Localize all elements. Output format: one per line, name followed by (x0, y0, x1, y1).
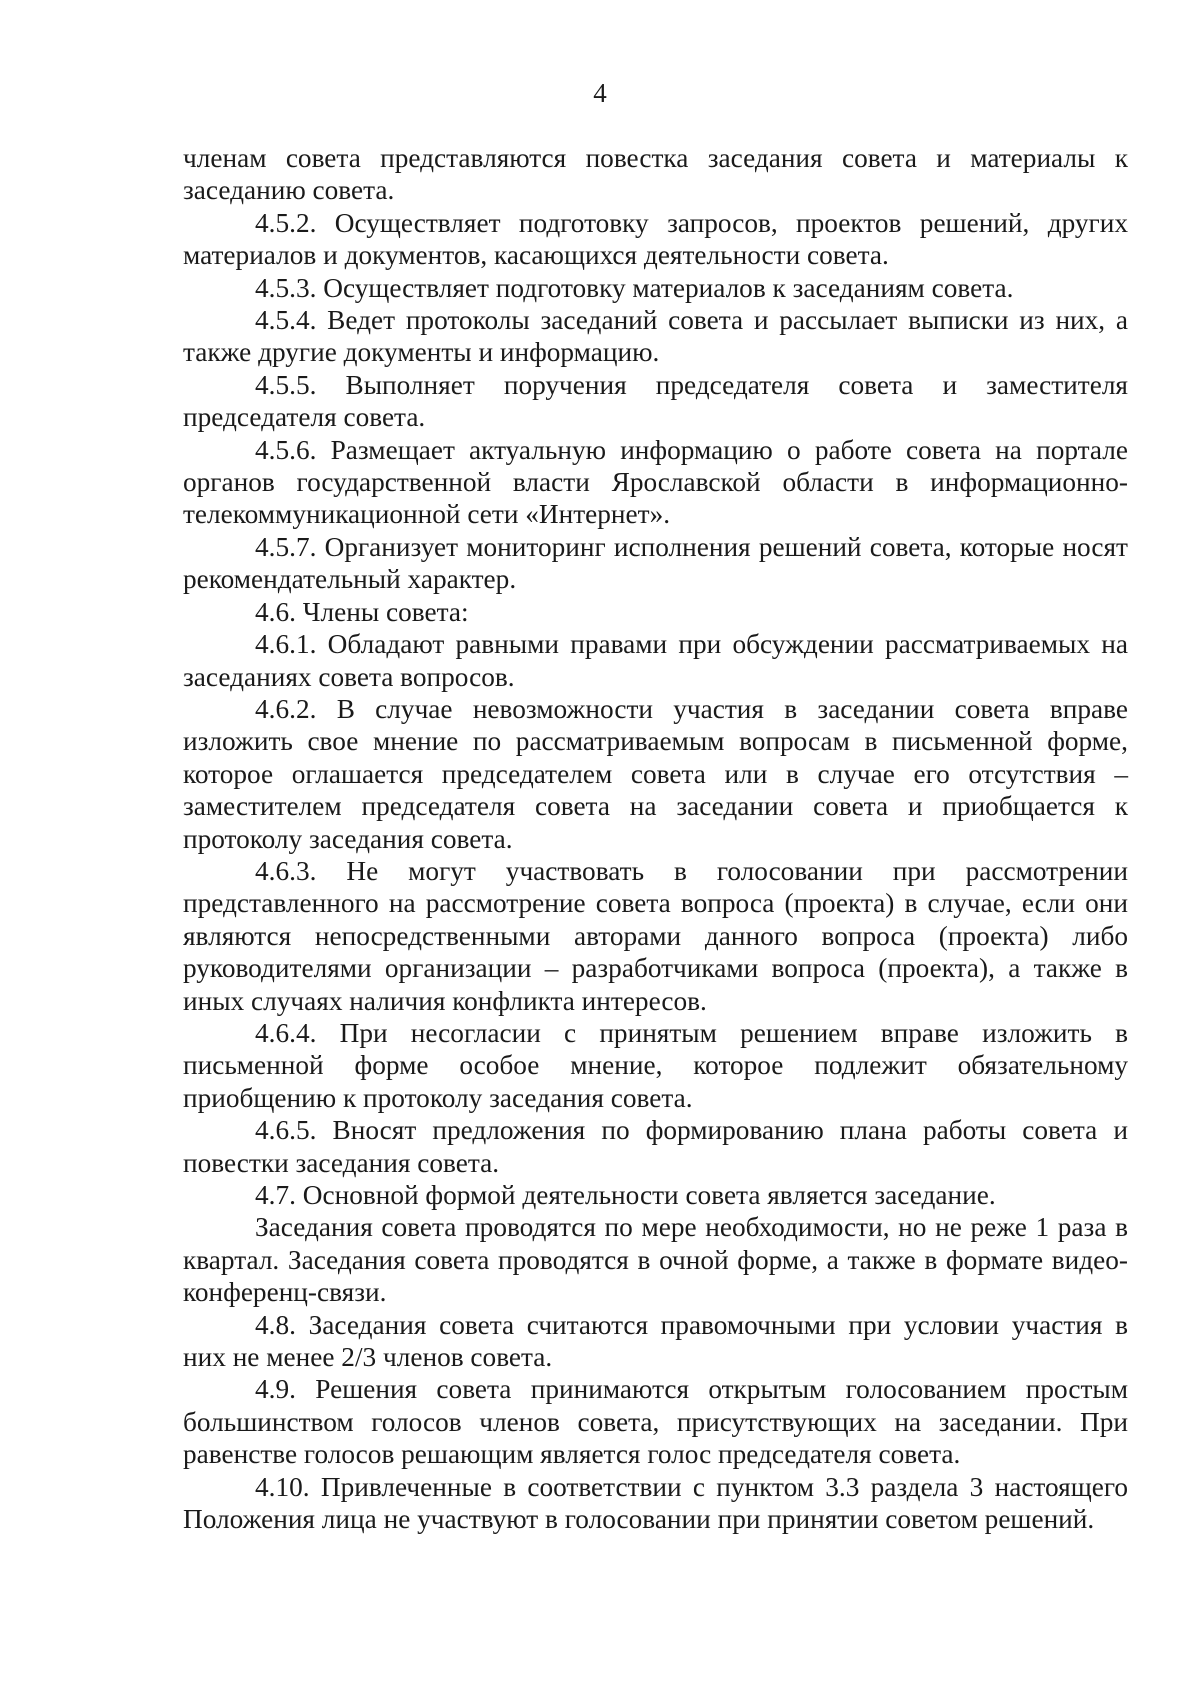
document-body (183, 142, 1128, 1535)
paragraph: 4.6.2. В случае невозможности участия в заседании совета вправе изложить свое мнение по рассматриваемым вопросам в письменной форме, которое оглашается председателем совета или в случае его отсутствия – заместителем председателя совета на заседании совета и приобщается к протоколу заседания совета. (183, 693, 1128, 854)
paragraph: 4.6.4. При несогласии с принятым решением вправе изложить в письменной форме особое мнение, которое подлежит обязательному приобщению к протоколу заседания совета. (183, 1017, 1128, 1113)
paragraph: 4.6.5. Вносят предложения по формированию плана работы совета и повестки заседания совета. (183, 1115, 1128, 1178)
paragraph: членам совета представляются повестка заседания совета и материалы к заседанию совета. (183, 143, 1128, 206)
paragraph: 4.5.2. Осуществляет подготовку запросов, проектов решений, других материалов и документов, касающихся деятельности совета. (183, 207, 1128, 271)
paragraph: 4.10. Привлеченные в соответствии с пунктом 3.3 раздела 3 настоящего Положения лица не участвуют в голосовании при принятии советом решений. (183, 1471, 1128, 1535)
paragraph: 4.7. Основной формой деятельности совета является заседание. (255, 1180, 996, 1210)
paragraph: 4.5.7. Организует мониторинг исполнения решений совета, которые носят рекомендательный характер. (183, 531, 1128, 595)
paragraph: 4.5.4. Ведет протоколы заседаний совета и рассылает выписки из них, а также другие документы и информацию. (183, 305, 1128, 368)
paragraph: 4.5.3. Осуществляет подготовку материалов к заседаниям совета. (255, 272, 1014, 303)
paragraph: 4.5.5. Выполняет поручения председателя совета и заместителя председателя совета. (183, 369, 1128, 433)
paragraph: 4.6. Члены совета: (255, 596, 469, 627)
paragraph: 4.8. Заседания совета считаются правомочными при условии участия в них не менее 2/3 членов совета. (183, 1309, 1128, 1373)
paragraph: 4.6.3. Не могут участвовать в голосовании при рассмотрении представленного на рассмотрение совета вопроса (проекта) в случае, если они являются непосредственными авторами данного вопроса (проекта) либо руководителями организации – разработчиками вопроса (проекта), а также в иных случаях наличия конфликта интересов. (183, 855, 1128, 1016)
paragraph: Заседания совета проводятся по мере необходимости, но не реже 1 раза в квартал. Заседания совета проводятся в очной форме, а также в формате видео-конференц-связи. (183, 1212, 1128, 1308)
paragraph: 4.6.1. Обладают равными правами при обсуждении рассматриваемых на заседаниях совета вопросов. (183, 629, 1128, 692)
paragraph: 4.9. Решения совета принимаются открытым голосованием простым большинством голосов членов совета, присутствующих на заседании. При равенстве голосов решающим является голос председателя совета. (183, 1374, 1128, 1470)
paragraph: 4.5.6. Размещает актуальную информацию о работе совета на портале органов государственной власти Ярославской области в информационно-телекоммуникационной сети «Интернет». (183, 434, 1128, 530)
page-number: 4 (593, 78, 607, 108)
